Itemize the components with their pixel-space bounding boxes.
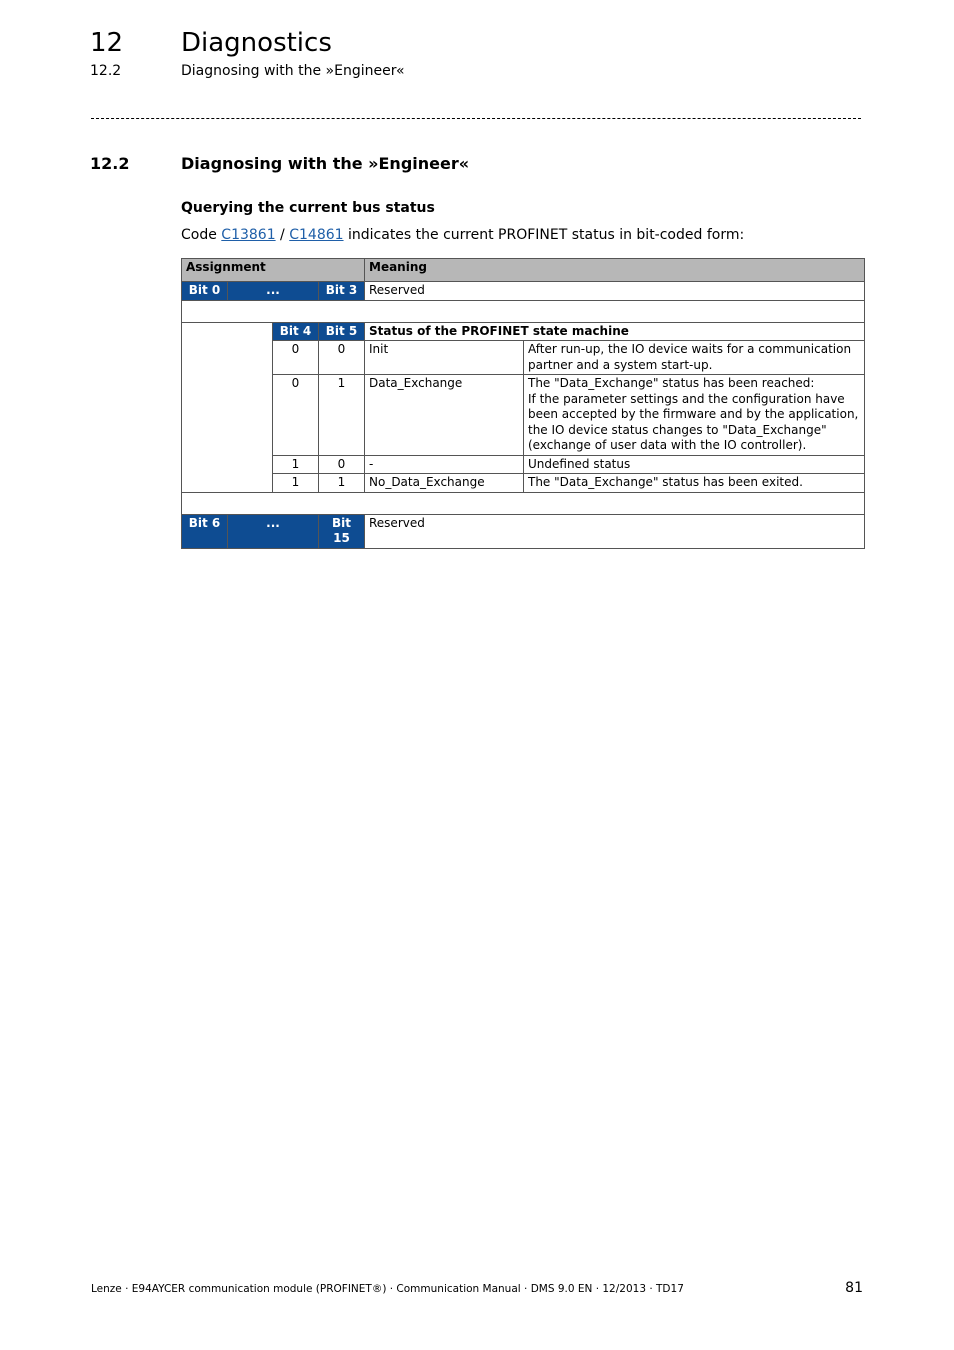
state-name: Data_Exchange — [365, 375, 524, 456]
bit4-value: 1 — [273, 474, 319, 493]
bit-to-cell: Bit 15 — [319, 514, 365, 548]
bit-dots-cell: ... — [228, 514, 319, 548]
table-row — [182, 455, 865, 474]
bit5-value: 1 — [319, 474, 365, 493]
state-name: - — [365, 455, 524, 474]
bit4-value: 0 — [273, 375, 319, 456]
header-divider — [91, 118, 861, 119]
table-row — [182, 474, 865, 493]
chapter-title: Diagnostics — [181, 28, 332, 58]
chapter-number: 12 — [90, 28, 124, 58]
section-number: 12.2 — [90, 154, 130, 173]
table-row — [182, 341, 865, 375]
table-spacer-row — [182, 492, 865, 514]
intro-paragraph — [181, 227, 744, 243]
state-description: After run-up, the IO device waits for a communication partner and a system start-up. — [524, 341, 865, 375]
running-section-title: Diagnosing with the »Engineer« — [181, 63, 405, 79]
footer-text: Lenze · E94AYCER communication module (PROFINET®) · Communication Manual · DMS 9.0 EN · 12/2013 · TD17 — [91, 1283, 684, 1295]
state-name: Init — [365, 341, 524, 375]
running-section-number: 12.2 — [90, 63, 122, 79]
table-spacer-row — [182, 300, 865, 322]
section-title: Diagnosing with the »Engineer« — [181, 154, 470, 173]
intro-suffix: indicates the current PROFINET status in bit-coded form: — [343, 227, 745, 243]
state-description-line: If the parameter settings and the configuration have been accepted by the firmware and by the application, the IO device status changes to "Data_Exchange" (exchange of user data with the IO controller). — [528, 391, 859, 452]
code-link-c13861[interactable]: C13861 — [221, 227, 276, 243]
bus-status-table — [181, 258, 865, 549]
col-assignment-header: Assignment — [182, 259, 365, 282]
state-description: Undefined status — [524, 455, 865, 474]
intro-separator: / — [275, 227, 290, 243]
bit-dots-cell: ... — [228, 282, 319, 301]
bit-to-cell: Bit 3 — [319, 282, 365, 301]
bit-from-cell: Bit 6 — [182, 514, 228, 548]
state-name: No_Data_Exchange — [365, 474, 524, 493]
bit-from-cell: Bit 0 — [182, 282, 228, 301]
state-description-line: The "Data_Exchange" status has been reached: — [528, 376, 815, 390]
bit4-value: 1 — [273, 455, 319, 474]
bit5-value: 1 — [319, 375, 365, 456]
table-row — [182, 375, 865, 456]
table-row — [182, 322, 865, 341]
page-number: 81 — [845, 1280, 863, 1296]
state-description — [524, 375, 865, 456]
bit4-header: Bit 4 — [273, 322, 319, 341]
spacer-cell — [182, 300, 865, 322]
table-header-row — [182, 259, 865, 282]
subheading: Querying the current bus status — [181, 200, 435, 216]
code-link-c14861[interactable]: C14861 — [289, 227, 344, 243]
table-row — [182, 282, 865, 301]
bit5-header: Bit 5 — [319, 322, 365, 341]
table-row — [182, 514, 865, 548]
indent-cell — [182, 322, 273, 492]
state-description: The "Data_Exchange" status has been exited. — [524, 474, 865, 493]
spacer-cell — [182, 492, 865, 514]
bit5-value: 0 — [319, 341, 365, 375]
meaning-cell: Reserved — [365, 514, 865, 548]
state-machine-header: Status of the PROFINET state machine — [365, 322, 865, 341]
bit4-value: 0 — [273, 341, 319, 375]
intro-prefix: Code — [181, 227, 222, 243]
meaning-cell: Reserved — [365, 282, 865, 301]
bit5-value: 0 — [319, 455, 365, 474]
col-meaning-header: Meaning — [365, 259, 865, 282]
